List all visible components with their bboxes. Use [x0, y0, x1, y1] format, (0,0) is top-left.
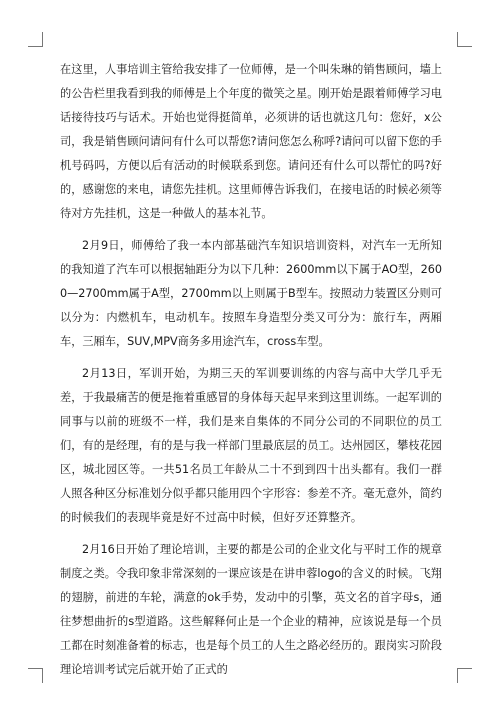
crop-mark-top-left	[28, 32, 43, 47]
paragraph-1: 在这里，人事培训主管给我安排了一位师傅，是一个叫朱琳的销售顾问，墙上的公告栏里我看到我的师傅是上个年度的微笑之星。刚开始是跟着师傅学习电话接待技巧与话术。开始也觉得挺简单，必须讲的话也就这几句：您好，x公司，我是销售顾问请问有什么可以帮您?请问您怎么称呼?请问可以留下您的手机号码吗，方便以后有活动的时候联系到您。请问还有什么可以帮忙的吗?好的，感谢您的来电，请您先挂机。这里师傅告诉我们，在接电话的时候必须等待对方先挂机，这是一种做人的基本礼节。	[60, 63, 442, 220]
crop-mark-top-right	[457, 32, 472, 47]
paragraph-4: 2月16日开始了理论培训，主要的都是公司的企业文化与平时工作的规章制度之类。令我印象非常深刻的一课应该是在讲申蓉logo的含义的时候。飞翔的翅膀，前进的车轮，满意的ok手势，发动中的引擎，英文名的首字母s，通往梦想曲折的s型道路。这些解释何止是一个企业的精神，应该说是每一个员工都在时刻准备着的标志，也是每个员工的人生之路必经历的。跟岗实习阶段理论培训考试完后就开始了正式的	[60, 543, 442, 676]
document-body	[60, 58, 442, 690]
paragraph-2: 2月9日，师傅给了我一本内部基础汽车知识培训资料，对汽车一无所知的我知道了汽车可以根据轴距分为以下几种：2600mm以下属于AO型，2600—2700mm属于A型，2700mm以上则属于B型车。按照动力装置区分则可以分为：内燃机车，电动机车。按照车身造型分类又可分为：旅行车，两厢车，三厢车，SUV,MPV商务多用途汽车，cross车型。	[60, 239, 442, 348]
crop-mark-bottom-right	[457, 668, 472, 683]
crop-mark-bottom-left	[28, 668, 43, 683]
paragraph-3: 2月13日，军训开始，为期三天的军训要训练的内容与高中大学几乎无差，于我最痛苦的便是拖着重感冒的身体每天起早来到这里训练。一起军训的同事与以前的班级不一样，我们是来自集体的不同分公司的不同职位的员工们，有的是经理，有的是与我一样部门里最底层的员工。达州园区，攀枝花园区，城北园区等。一共51名员工年龄从二十不到到四十出头都有。我们一群人照各种区分标准划分似乎都只能用四个字形容：参差不齐。毫无意外，简约的时候我们的表现毕竟是好不过高中时候，但好歹还算整齐。	[60, 367, 442, 524]
